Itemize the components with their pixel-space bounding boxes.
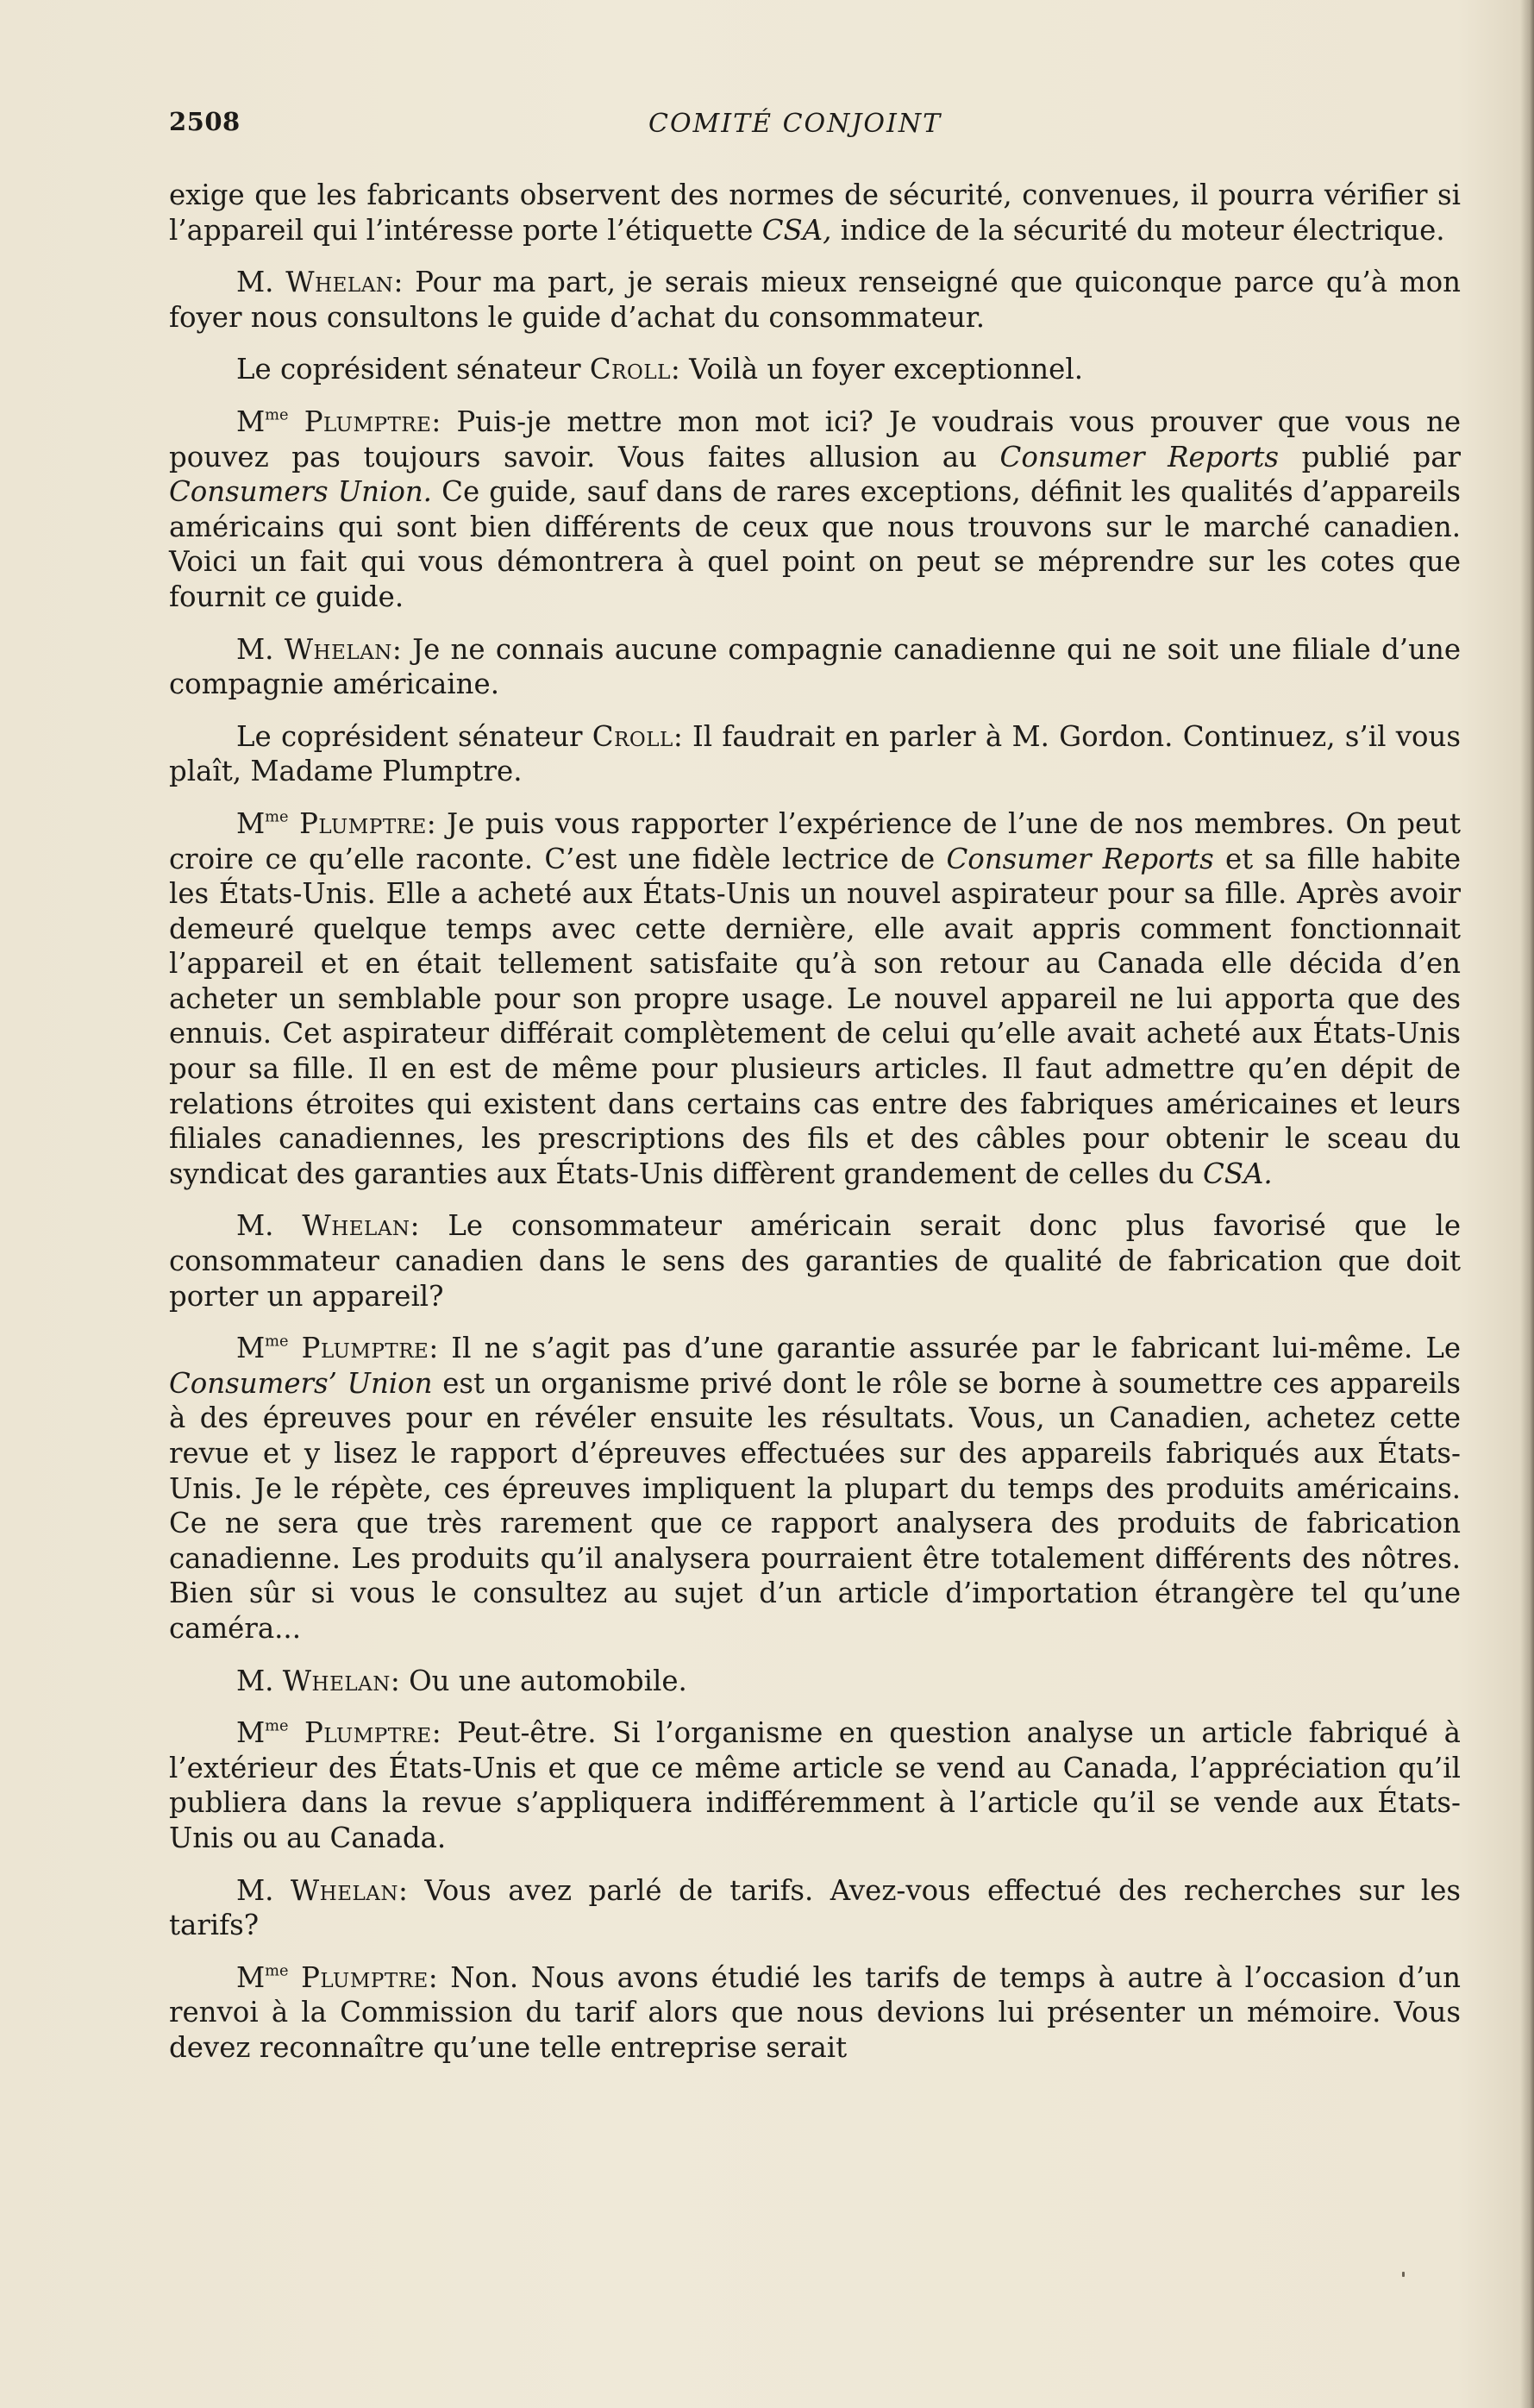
paragraph [169,1664,1461,1699]
running-title: COMITÉ CONJOINT [648,109,942,139]
text-run: : Il faudrait en parler à M. Gordon. Continuez, s’il vous plaît, Madame Plumptre. [169,719,1461,788]
text-run [289,1961,302,1994]
paper-speck [1402,2272,1405,2277]
text-run: Le coprésident sénateur [236,719,592,753]
text-run: : Le consommateur américain serait donc plus favorisé que le consommateur canadien dans le sens des garanties de qualité de fabrication que doit porter un appareil? [169,1209,1461,1313]
text-run: : Vous avez parlé de tarifs. Avez-vous effectué des recherches sur les tarifs? [169,1873,1461,1942]
speaker-name: Whelan [282,1664,391,1697]
paragraph [169,265,1461,335]
paragraph [169,178,1461,248]
text-run: est un organisme privé dont le rôle se borne à soumettre ces appareils à des épreuves pour en révéler ensuite les résultats. Vous, un Canadien, achetez cette revue et y lisez le rapport d’épreuves effectuées sur des appareils fabriqués aux États-Unis. Je le répète, ces épreuves impliquent la plupart du temps des produits américains. Ce ne sera que très rarement que ce rapport analysera des produits de fabrication canadienne. Les produits qu’il analysera pourraient être totalement différents des nôtres. Bien sûr si vous le consultez au sujet d’un article d’importation étrangère tel qu’une caméra... [169,1366,1461,1645]
text-run: et sa fille habite les États-Unis. Elle a acheté aux États-Unis un nouvel aspirateur pour sa fille. Après avoir demeuré quelque temps avec cette dernière, elle avait appris comment fonctionnait l’appareil et en était tellement satisfaite qu’à son retour au Canada elle décida d’en acheter un semblable pour son propre usage. Le nouvel appareil ne lui apporta que des ennuis. Cet aspirateur différait complètement de celui qu’elle avait acheté aux États-Unis pour sa fille. Il en est de même pour plusieurs articles. Il faut admettre qu’en dépit de relations étroites qui existent dans certains cas entre des fabriques américaines et leurs filiales canadiennes, les prescriptions des fils et des câbles pour obtenir le sceau du syndicat des garanties aux États-Unis diffèrent grandement de celles du [169,842,1461,1190]
italic-text: Consumer Reports [999,440,1280,473]
speaker-name: Plumptre [301,1332,429,1365]
speaker-name: Plumptre [304,404,432,438]
italic-text: Consumer Reports [946,842,1214,875]
text-run [289,405,304,438]
text-run: M [236,1960,266,1994]
text-run: M. [236,266,286,299]
title-superscript: me [265,807,289,826]
running-header [169,107,1462,150]
text-run: publié par [1279,440,1462,473]
text-run: : Voilà un foyer exceptionnel. [670,353,1083,386]
text-run: Le coprésident sénateur [236,353,590,386]
page-body [169,178,1461,2083]
text-run: : Je ne connais aucune compagnie canadienne qui ne soit une filiale d’une compagnie américaine. [169,632,1461,701]
speaker-name: Croll [592,719,673,753]
speaker-name: Whelan [290,1873,399,1907]
title-superscript: me [265,1716,289,1735]
text-run: : Puis-je mettre mon mot ici? Je voudrais vous prouver que vous ne pouvez pas toujours savoir. Vous faites allusion au [169,404,1462,473]
text-run: M [236,1332,266,1365]
speaker-name: Whelan [284,632,392,666]
text-run: indice de la sécurité du moteur électrique. [831,213,1445,247]
text-run: M. [236,1209,303,1243]
text-run: : Pour ma part, je serais mieux renseigné que quiconque parce qu’à mon foyer nous consultons le guide d’achat du consommateur. [169,266,1461,334]
paragraph [169,1208,1461,1314]
title-superscript: me [265,1961,289,1980]
paragraph [169,1331,1461,1646]
speaker-name: Croll [589,353,671,386]
text-run: exige que les fabricants observent des normes de sécurité, convenues, il pourra vérifier si l’appareil qui l’intéresse porte l’étiquette [169,179,1461,247]
page-number: 2508 [169,107,241,136]
italic-text: CSA, [761,213,832,247]
text-run [289,1716,304,1749]
paragraph [169,1960,1461,2066]
page-edge-shadow [1520,0,1534,2408]
italic-text: Consumers’ Union [169,1366,433,1400]
text-run: : Je puis vous rapporter l’expérience de l’une de nos membres. On peut croire ce qu’elle raconte. C’est une fidèle lectrice de [169,806,1461,875]
italic-text: Consumers Union. [169,475,432,509]
paragraph [169,806,1461,1192]
paragraph [169,632,1461,702]
text-run [289,1332,302,1364]
text-run: : Peut-être. Si l’organisme en question analyse un article fabriqué à l’extérieur des États-Unis et que ce même article se vend au Canada, l’appréciation qu’il publiera dans la revue s’appliquera indifféremment à l’article qu’il se vende aux États-Unis ou au Canada. [169,1716,1461,1854]
paragraph [169,1715,1461,1855]
text-run: : Ou une automobile. [390,1664,687,1697]
speaker-name: Plumptre [299,806,427,840]
text-run: M. [236,632,285,666]
paragraph [169,719,1461,789]
text-run: M [236,806,266,840]
paragraph [169,1873,1461,1943]
text-run: : Il ne s’agit pas d’une garantie assurée par le fabricant lui-même. Le [429,1332,1462,1365]
title-superscript: me [265,405,289,424]
title-superscript: me [265,1332,289,1351]
paragraph [169,352,1461,387]
text-run: M [236,404,266,438]
italic-text: CSA. [1203,1157,1273,1190]
text-run: : Non. Nous avons étudié les tarifs de temps à autre à l’occasion d’un renvoi à la Commission du tarif alors que nous devions lui présenter un mémoire. Vous devez reconnaître qu’une telle entreprise serait [169,1960,1461,2064]
text-run: M [236,1716,266,1750]
speaker-name: Whelan [302,1209,410,1243]
text-run: M. [236,1873,291,1907]
speaker-name: Whelan [285,266,394,299]
speaker-name: Plumptre [301,1960,429,1994]
text-run [289,807,299,840]
text-run: Ce guide, sauf dans de rares exceptions, définit les qualités d’appareils américains qui sont bien différents de ceux que nous trouvons sur le marché canadien. Voici un fait qui vous démontrera à quel point on peut se méprendre sur les cotes que fournit ce guide. [169,475,1461,613]
speaker-name: Plumptre [304,1716,432,1750]
text-run: M. [236,1664,283,1697]
paragraph [169,404,1461,615]
